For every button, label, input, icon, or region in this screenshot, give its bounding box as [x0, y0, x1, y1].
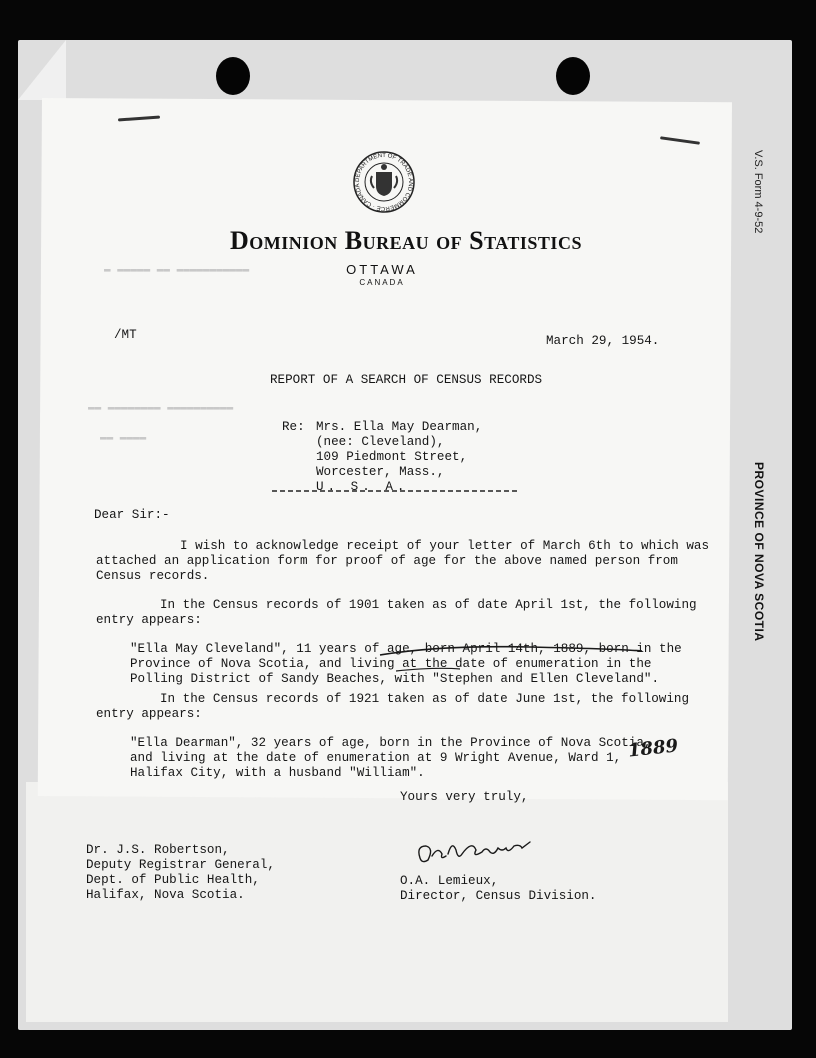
form-number-label: V.S. Form 4-9-52	[752, 150, 764, 234]
census-entry-line: Polling District of Sandy Beaches, with "Stephen and Ellen Cleveland".	[130, 672, 660, 686]
addressee-line: Dept. of Public Health,	[86, 873, 260, 887]
paragraph-line: attached an application form for proof of age for the above named person from	[96, 554, 678, 568]
bureau-country: CANADA	[359, 278, 405, 287]
re-line: Mrs. Ella May Dearman,	[316, 420, 483, 434]
re-line: (nee: Cleveland),	[316, 435, 445, 449]
department-seal	[352, 150, 416, 214]
census-entry-line: and living at the date of enumeration at 9 Wright Avenue, Ward 1,	[130, 751, 622, 765]
province-file-label: PROVINCE OF NOVA SCOTIA	[752, 462, 766, 642]
re-underline	[272, 489, 518, 493]
paragraph-line: In the Census records of 1901 taken as of date April 1st, the following	[160, 598, 697, 612]
punch-hole-left	[216, 57, 250, 95]
paragraph-line: In the Census records of 1921 taken as of date June 1st, the following	[160, 692, 690, 706]
report-title: REPORT OF A SEARCH OF CENSUS RECORDS	[270, 373, 543, 387]
census-entry-line: "Ella Dearman", 32 years of age, born in the Province of Nova Scotia,	[130, 736, 652, 750]
letter-date: March 29, 1954.	[546, 334, 660, 348]
re-label: Re:	[282, 420, 305, 434]
salutation: Dear Sir:-	[94, 508, 170, 522]
bleed-through-text: ▬▬ ▬▬▬▬	[100, 432, 147, 444]
re-line: 109 Piedmont Street,	[316, 450, 468, 464]
addressee-line: Halifax, Nova Scotia.	[86, 888, 245, 902]
signer-line: Director, Census Division.	[400, 889, 597, 903]
signer-line: O.A. Lemieux,	[400, 874, 499, 888]
census-entry-line: Province of Nova Scotia, and living at the date of enumeration in the	[130, 657, 652, 671]
paragraph-line: entry appears:	[96, 707, 202, 721]
paragraph-line: I wish to acknowledge receipt of your letter of March 6th to which was	[180, 539, 710, 553]
handwritten-year: 1889	[627, 735, 680, 762]
paragraph-line: entry appears:	[96, 613, 202, 627]
signature	[414, 836, 554, 872]
census-entry-line: Halifax City, with a husband "William".	[130, 766, 425, 780]
addressee-line: Deputy Registrar General,	[86, 858, 275, 872]
closing: Yours very truly,	[400, 790, 529, 804]
reference-code: /MT	[114, 328, 137, 342]
census-entry-line: "Ella May Cleveland", 11 years of age, born April 14th, 1889, born in the	[130, 642, 682, 656]
svg-text:DEPARTMENT OF TRADE AND COMMER: DEPARTMENT OF TRADE AND COMMERCE · CANADA	[354, 152, 414, 212]
handwritten-underline	[376, 640, 648, 680]
re-line: Worcester, Mass.,	[316, 465, 445, 479]
addressee-line: Dr. J.S. Robertson,	[86, 843, 230, 857]
bureau-city: OTTAWA	[346, 262, 418, 277]
paragraph-line: Census records.	[96, 569, 210, 583]
punch-hole-right	[556, 57, 590, 95]
bureau-title: Dominion Bureau of Statistics	[230, 226, 582, 255]
re-line: U. S. A.	[316, 480, 409, 494]
bleed-through-text: ▬ ▬▬▬▬▬ ▬▬ ▬▬▬▬▬▬▬▬▬▬▬	[104, 264, 250, 276]
bleed-through-text: ▬▬ ▬▬▬▬▬▬▬▬ ▬▬▬▬▬▬▬▬▬▬	[88, 402, 234, 414]
